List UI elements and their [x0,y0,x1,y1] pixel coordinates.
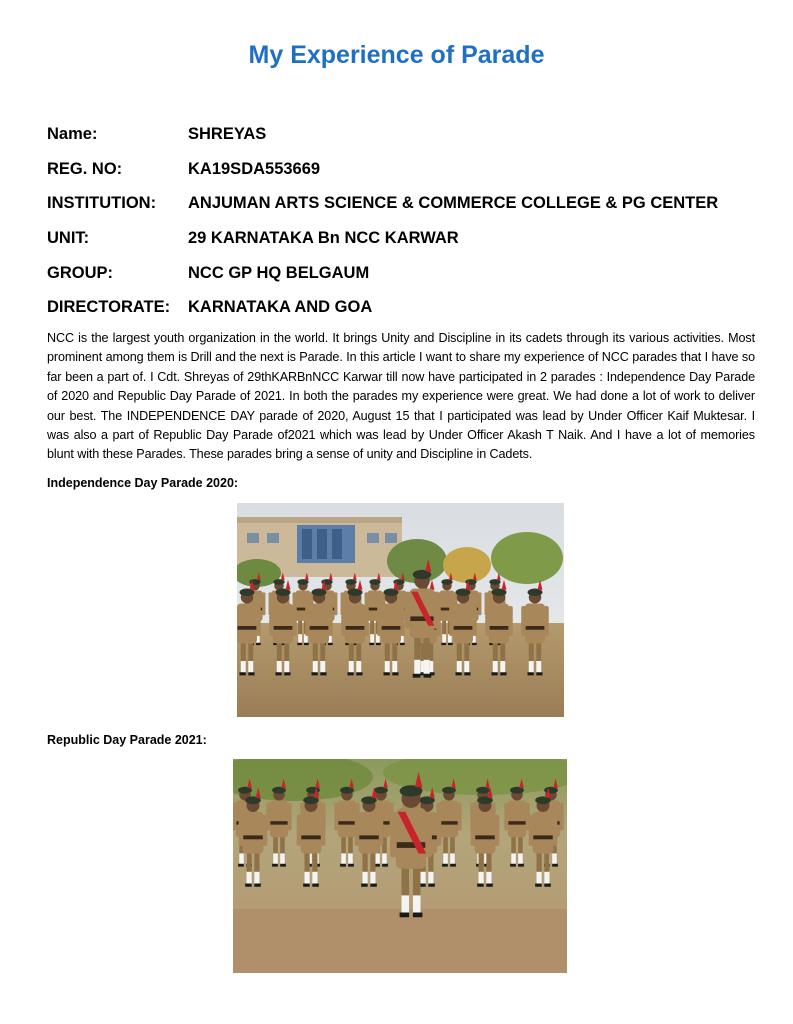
info-row-group [47,264,369,283]
reg-no-label: REG. NO: [47,160,123,178]
group-value: NCC GP HQ BELGAUM [188,264,370,282]
independence-day-photo [237,503,564,717]
republic-day-caption: Republic Day Parade 2021: [47,733,207,747]
reg-no-value: KA19SDA553669 [188,160,321,178]
page-title: My Experience of Parade [248,41,545,69]
info-row-institution [47,194,718,213]
group-label: GROUP: [47,264,113,282]
name-value: SHREYAS [188,125,267,143]
unit-label: UNIT: [47,229,90,247]
republic-day-photo [233,759,567,973]
article-paragraph: NCC is the largest youth organization in the world. It brings Unity and Discipline in its cadets through its various activities. Most prominent among them is Drill and the next is Parade. In this article I want to share my experience of NCC parades that I have so far been a part of. I Cdt. Shreyas of 29thKARBnNCC Karwar till now have participated in 2 parades : Independence Day Parade of 2020 and Republic Day Parade of 2021. In both the parades my experience were great. We had done a lot of work to deliver our best. The INDEPENDENCE DAY parade of 2020, August 15 that I participated was lead by Under Officer Kaif Muktesar. I was also a part of Republic Day Parade of2021 which was lead by Under Officer Akash T Naik. And I have a lot of memories blunt with these Parades. These parades bring a sense of unity and Discipline in Cadets. [47,331,755,462]
info-row-reg-no [47,160,320,179]
institution-value: ANJUMAN ARTS SCIENCE & COMMERCE COLLEGE & PG CENTER [188,194,719,212]
directorate-label: DIRECTORATE: [47,298,171,316]
info-row-name [47,125,266,144]
unit-value: 29 KARNATAKA Bn NCC KARWAR [188,229,459,247]
directorate-value: KARNATAKA AND GOA [188,298,373,316]
info-row-unit [47,229,459,248]
info-row-directorate [47,298,372,317]
name-label: Name: [47,125,98,143]
independence-day-caption: Independence Day Parade 2020: [47,476,239,490]
institution-label: INSTITUTION: [47,194,157,212]
